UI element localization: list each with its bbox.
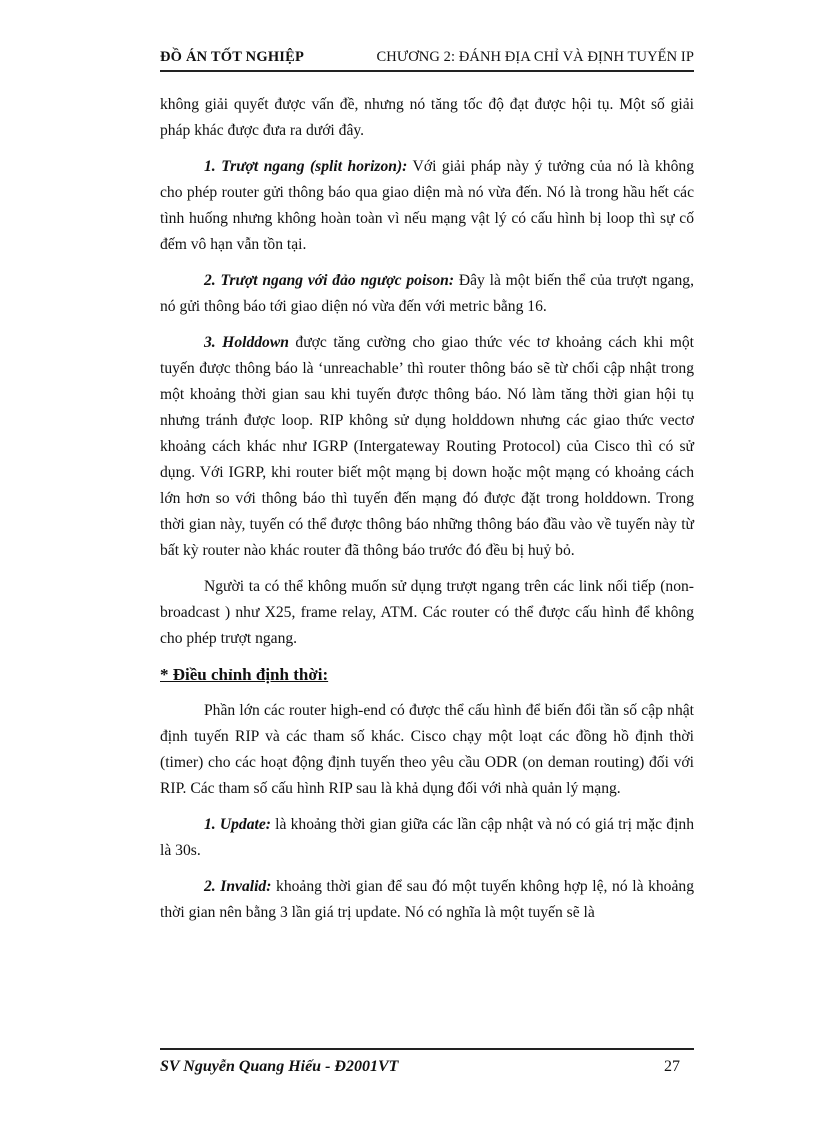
footer-author: SV Nguyễn Quang Hiếu - Đ2001VT [160,1058,399,1075]
term-split-horizon: 1. Trượt ngang (split horizon): [204,158,408,175]
section-heading-timers: * Điều chỉnh định thời: [160,665,329,684]
term-poison-reverse: 2. Trượt ngang với đảo ngược poison: [204,272,455,289]
header-thesis-label: ĐỒ ÁN TỐT NGHIỆP [160,49,305,65]
paragraph-non-broadcast: Người ta có thể không muốn sử dụng trượt ngang trên các link nối tiếp (non-broadcast ) như X25, frame relay, ATM. Các router có thể được cấu hình để không cho phép trượt ngang. [160,578,694,647]
page-footer [160,1048,694,1080]
paragraph-update [160,812,694,864]
paragraph-invalid [160,874,694,926]
paragraph-timers-intro: Phần lớn các router high-end có được thể cấu hình để biến đổi tần số cập nhật định tuyến RIP và các tham số khác. Cisco chạy một loạt các đồng hồ định thời (timer) cho các hoạt động định tuyến theo yêu cầu ODR (on deman routing) đối với RIP. Các tham số cấu hình RIP sau là khả dụng đối với nhà quản lý mạng. [160,702,694,797]
page-header [160,46,694,72]
paragraph-holddown [160,330,694,564]
text-invalid: khoảng thời gian để sau đó một tuyến không hợp lệ, nó là khoảng thời gian nên bằng 3 lần giá trị update. Nó có nghĩa là một tuyến sẽ là [160,878,694,921]
term-holddown: 3. Holddown [204,334,289,351]
page-number: 27 [664,1058,680,1075]
text-split-horizon: Với giải pháp này ý tưởng của nó là không cho phép router gửi thông báo qua giao diện mà nó vừa đến. Nó là trong hầu hết các tình huống nhưng không hoàn toàn vì nếu mạng vật lý có cấu hình bị loop thì sự cố đếm vô hạn vẫn tồn tại. [160,158,694,253]
term-invalid: 2. Invalid: [204,878,272,895]
paragraph-poison-reverse [160,268,694,320]
paragraph-split-horizon [160,154,694,258]
paragraph-continuation: không giải quyết được vấn đề, nhưng nó tăng tốc độ đạt được hội tụ. Một số giải pháp khác được đưa ra dưới đây. [160,96,694,139]
text-poison-reverse: Đây là một biến thể của trượt ngang, nó gửi thông báo tới giao diện nó vừa đến với metric bằng 16. [160,272,695,315]
page-body [160,92,694,936]
header-chapter-title: CHƯƠNG 2: ĐÁNH ĐỊA CHỈ VÀ ĐỊNH TUYẾN IP [376,49,694,65]
text-holddown: được tăng cường cho giao thức véc tơ khoảng cách khi một tuyến được thông báo là ‘unreachable’ thì router thông báo sẽ từ chối cập nhật trong một khoảng thời gian sau khi tuyến được thông báo. Nó làm tăng thời gian hội tụ nhưng tránh được loop. RIP không sử dụng holddown nhưng các giao thức vectơ khoảng cách khác như IGRP (Intergateway Routing Protocol) của Cisco thì có sử dụng. Với IGRP, khi router biết một mạng bị down hoặc một mạng có khoảng cách lớn hơn so với thông báo thì tuyến đến mạng đó được đặt trong holddown. Trong thời gian này, tuyến có thể được thông báo những thông báo đầu vào về tuyến này từ bất kỳ router nào khác router đã thông báo trước đó đều bị huỷ bỏ. [160,334,694,559]
term-update: 1. Update: [204,816,271,833]
text-update: là khoảng thời gian giữa các lần cập nhật và nó có giá trị mặc định là 30s. [160,816,694,859]
